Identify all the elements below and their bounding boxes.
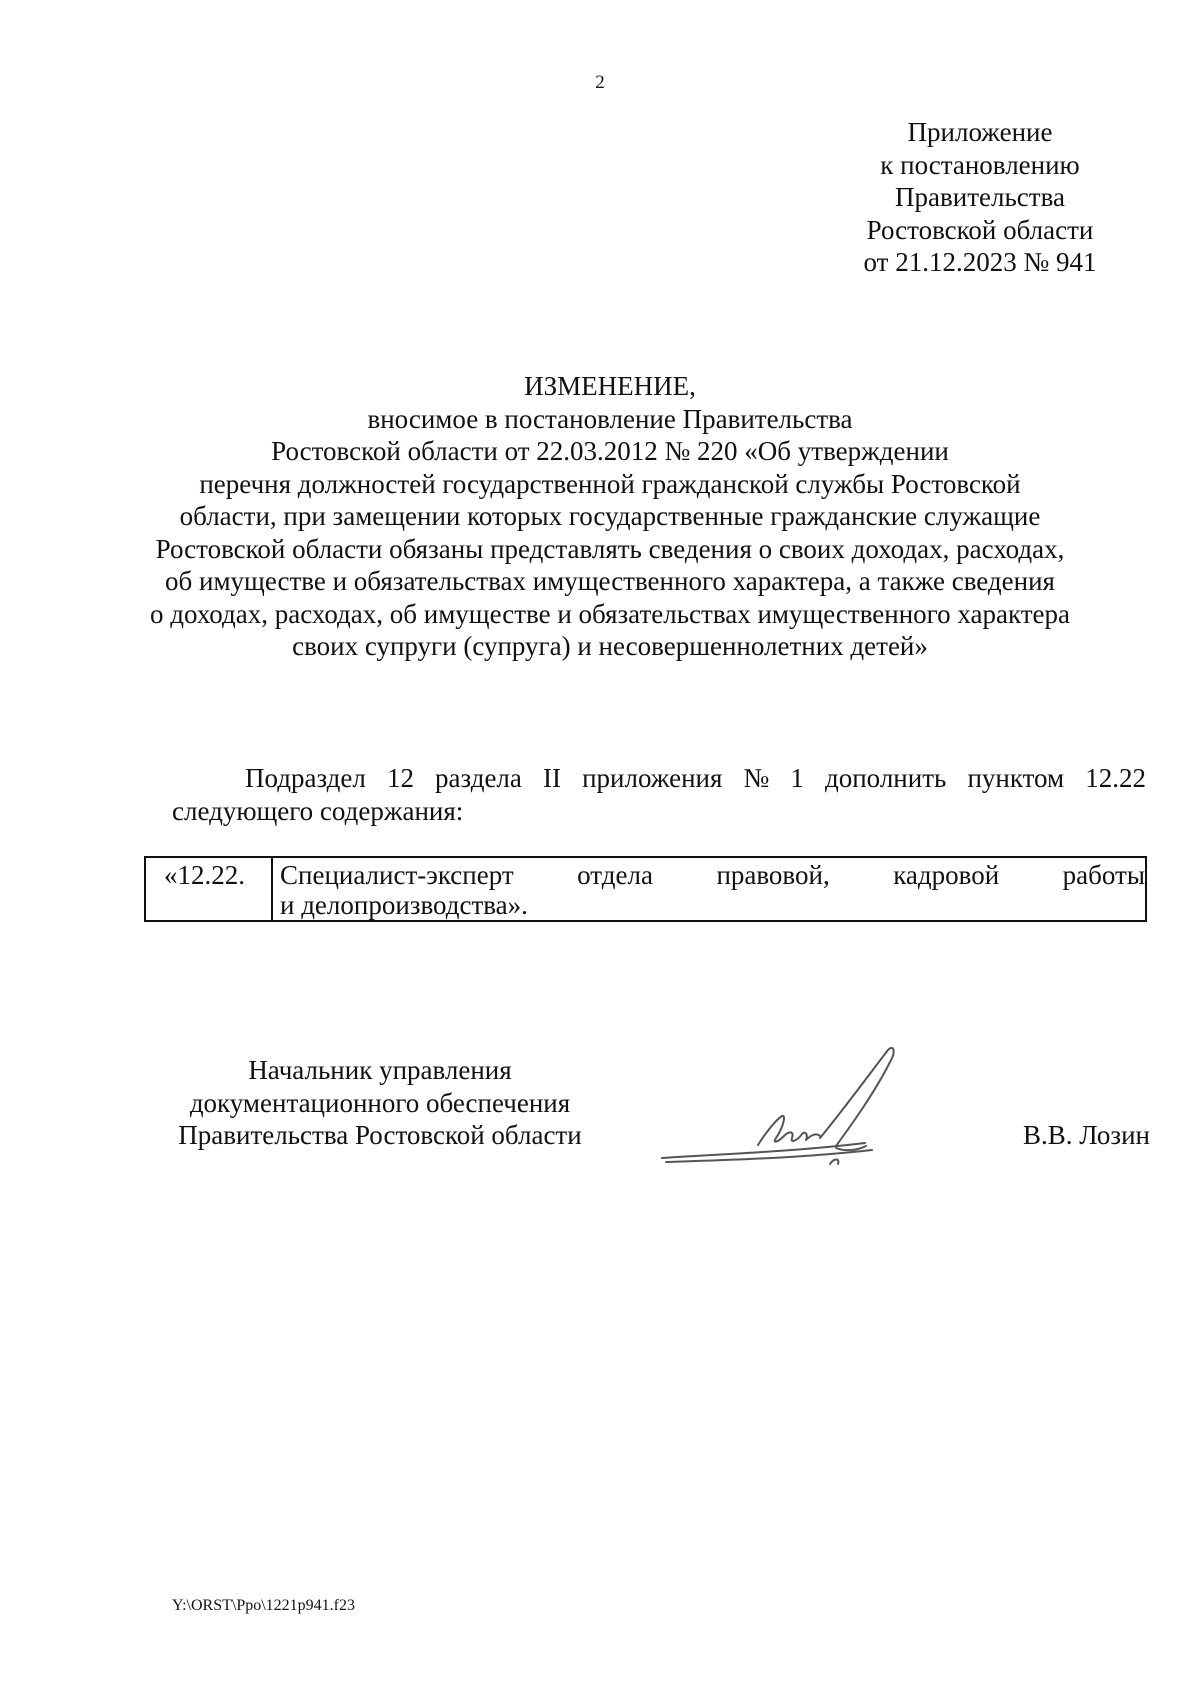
handwritten-signature	[660, 1040, 950, 1170]
body-line-1	[172, 762, 1146, 795]
signer-title-line: документационного обеспечения	[189, 1087, 571, 1118]
body-word: №	[743, 763, 770, 793]
page-number: 2	[595, 72, 605, 93]
title-line: перечня должностей государственной гражданской службы Ростовской	[199, 468, 1021, 499]
file-path: Y:\ORST\Ppo\1221p941.f23	[172, 1597, 355, 1614]
body-word: раздела	[435, 763, 522, 793]
title-line: вносимое в постановление Правительства	[367, 403, 853, 434]
item-number-cell: «12.22.	[146, 858, 273, 920]
amendment-table	[144, 856, 1147, 922]
body-word: 12.22	[1085, 763, 1146, 793]
body-word: 1	[790, 763, 804, 793]
title-line: о доходах, расходах, об имуществе и обязательствах имущественного характера	[150, 598, 1070, 629]
item-word: работы	[1062, 860, 1145, 890]
item-text-cell	[273, 858, 1145, 920]
title-heading: ИЗМЕНЕНИЕ,	[524, 371, 696, 401]
body-paragraph	[172, 762, 1146, 827]
body-word: дополнить	[825, 763, 947, 793]
item-text-line-1	[280, 860, 1145, 890]
appendix-line: от 21.12.2023 № 941	[863, 247, 1097, 277]
signer-name: В.В. Лозин	[1023, 1120, 1150, 1150]
body-word: приложения	[582, 763, 723, 793]
item-word: кадровой	[893, 860, 1000, 890]
item-word: отдела	[577, 860, 653, 890]
body-line-2: следующего содержания:	[172, 795, 464, 826]
appendix-header	[790, 116, 1170, 279]
title-line: об имуществе и обязательствах имущественного характера, а также сведения	[165, 566, 1055, 596]
title-line: Ростовской области обязаны представлять сведения о своих доходах, расходах,	[155, 533, 1065, 564]
title-line: Ростовской области от 22.03.2012 № 220 «Об утверждении	[271, 436, 949, 466]
item-word: правовой,	[716, 860, 830, 890]
body-word: пунктом	[967, 763, 1065, 793]
title-line: своих супруги (супруга) и несовершеннолетних детей»	[292, 631, 928, 661]
appendix-line: Правительства	[895, 182, 1065, 212]
item-text-line-2: и делопроизводства».	[280, 890, 528, 920]
signer-title-line: Правительства Ростовской области	[178, 1120, 582, 1150]
title-line: области, при замещении которых государственные гражданские служащие	[179, 501, 1041, 531]
body-word: Подраздел	[245, 763, 366, 793]
appendix-line: к постановлению	[880, 149, 1080, 180]
signer-title	[160, 1054, 600, 1152]
appendix-line: Ростовской области	[866, 214, 1094, 245]
item-word: Специалист-эксперт	[280, 860, 514, 890]
body-word: II	[543, 763, 561, 793]
appendix-line: Приложение	[907, 117, 1053, 147]
document-title	[150, 370, 1070, 663]
body-word: 12	[386, 763, 414, 793]
signer-title-line: Начальник управления	[248, 1055, 512, 1085]
